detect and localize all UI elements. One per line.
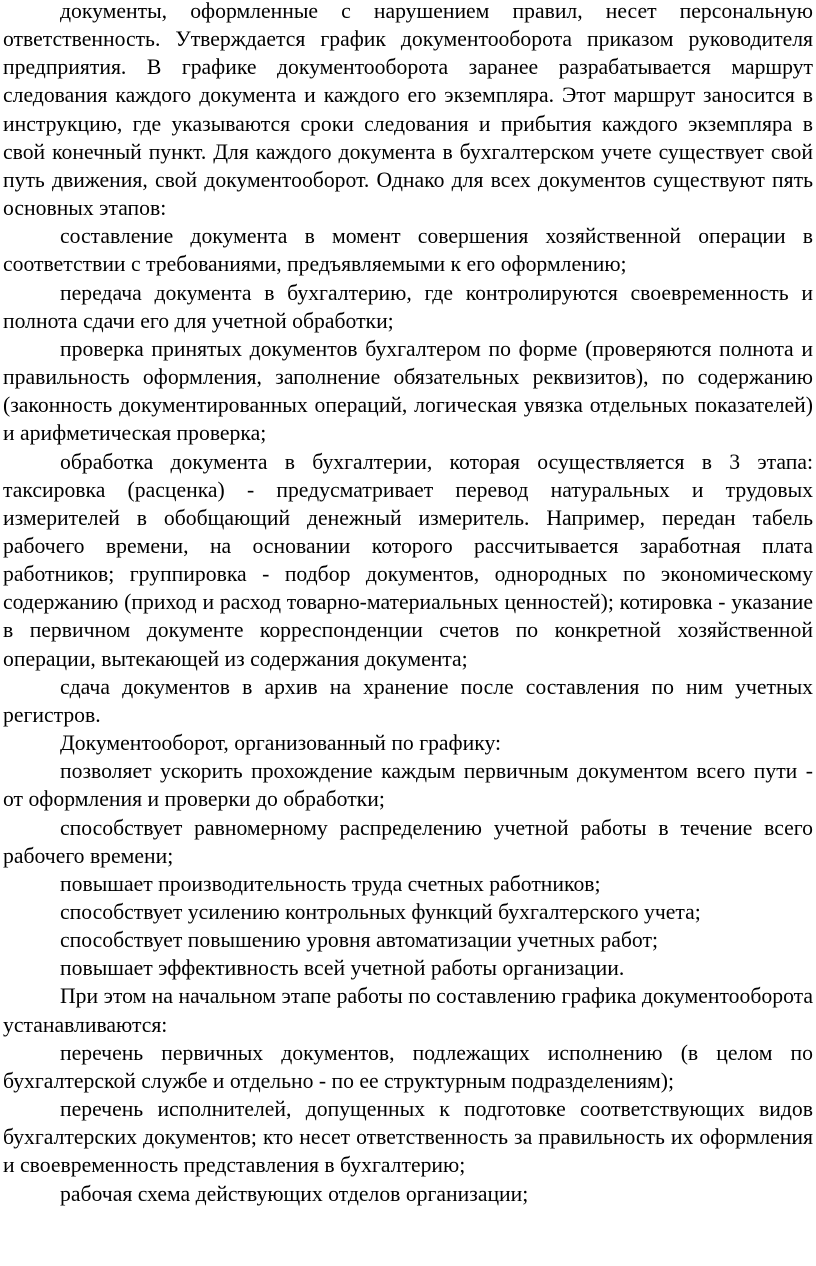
list-item-benefit: способствует равномерному распределению учетной работы в течение всего рабочего времени;: [3, 815, 813, 868]
list-item-benefit: способствует усилению контрольных функций бухгалтерского учета;: [60, 900, 701, 924]
list-item-benefit: способствует повышению уровня автоматизации учетных работ;: [60, 928, 658, 953]
list-item-established: перечень первичных документов, подлежащих исполнению (в целом по бухгалтерской службе и отдельно - по ее структурным подразделениям);: [3, 1040, 813, 1093]
paragraph-initial-stage: При этом на начальном этапе работы по составлению графика документооборота устанавливаются:: [3, 984, 813, 1037]
paragraph-schedule-intro: Документооборот, организованный по графику:: [60, 731, 502, 756]
list-item-stage-transfer: передача документа в бухгалтерию, где контролируются своевременность и полнота сдачи его для учетной обработки;: [3, 280, 813, 333]
paragraph-continuation: документы, оформленные с нарушением правил, несет персональную ответственность. Утверждается график документооборота приказом руководителя предприятия. В графике документооборота заранее разрабатывается маршрут следования каждого документа и каждого его экземпляра. Этот маршрут заносится в инструкцию, где указываются сроки следования и прибытия каждого экземпляра в свой конечный пункт. Для каждого документа в бухгалтерском учете существует свой путь движения, свой документооборот. Однако для всех документов существуют пять основных этапов:: [3, 0, 813, 221]
list-item-benefit: позволяет ускорить прохождение каждым первичным документом всего пути - от оформления и проверки до обработки;: [3, 759, 813, 812]
list-item-established: рабочая схема действующих отделов организации;: [60, 1181, 529, 1206]
list-item-stage-verification: проверка принятых документов бухгалтером по форме (проверяются полнота и правильность оформления, заполнение обязательных реквизитов), по содержанию (законность документированных операций, логическая увязка отдельных показателей) и арифметическая проверка;: [3, 336, 813, 446]
list-item-stage-drafting: составление документа в момент совершения хозяйственной операции в соответствии с требованиями, предъявляемыми к его оформлению;: [3, 224, 813, 277]
list-item-established: перечень исполнителей, допущенных к подготовке соответствующих видов бухгалтерских документов; кто несет ответственность за правильность их оформления и своевременность представления в бухгалтерию;: [3, 1097, 813, 1178]
list-item-stage-archive: сдача документов в архив на хранение после составления по ним учетных регистров.: [3, 674, 813, 727]
list-item-stage-processing: обработка документа в бухгалтерии, которая осуществляется в 3 этапа: таксировка (расценка) - предусматривает перевод натуральных и трудовых измерителей в обобщающий денежный измеритель. Например, передан табель рабочего времени, на основании которого рассчитывается заработная плата работников; группировка - подбор документов, однородных по экономическому содержанию (приход и расход товарно-материальных ценностей); котировка - указание в первичном документе корреспонденции счетов по конкретной хозяйственной операции, вытекающей из содержания документа;: [3, 449, 813, 671]
list-item-benefit: повышает производительность труда счетных работников;: [60, 871, 601, 896]
list-item-benefit: повышает эффективность всей учетной работы организации.: [60, 956, 625, 981]
